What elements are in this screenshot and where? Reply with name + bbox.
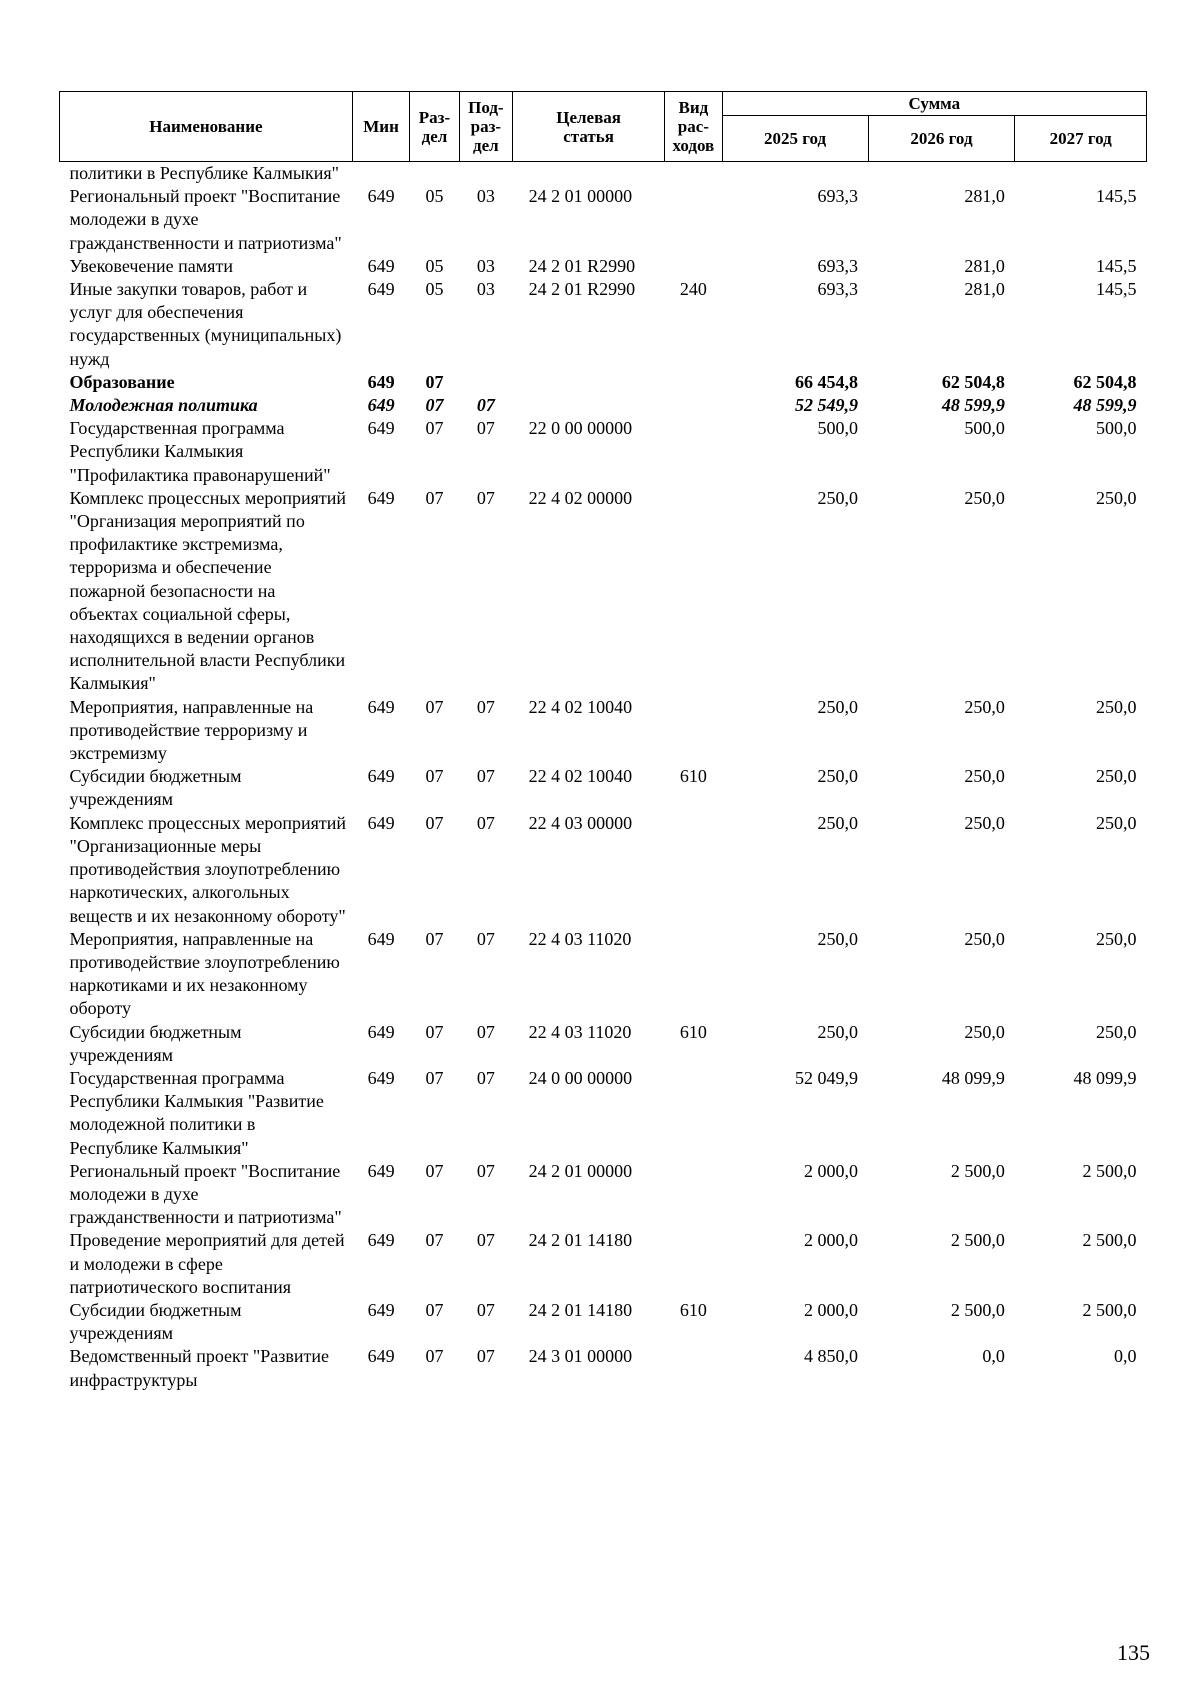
row-expense-type: [665, 371, 723, 394]
row-min: 649: [367, 1346, 395, 1367]
row-sum-2025: 4 850,0: [804, 1346, 859, 1367]
row-expense-type: [665, 255, 723, 278]
row-min: 649: [367, 371, 395, 392]
row-min: 649: [367, 766, 395, 787]
row-razdel: 05: [425, 279, 444, 300]
row-name: Субсидии бюджетным учреждениям: [69, 1021, 242, 1065]
table-row: [60, 928, 1147, 1021]
row-target-article: 22 4 03 11020: [528, 1021, 632, 1042]
row-podrazdel: 07: [476, 766, 495, 787]
header-razdel: Раз- дел: [410, 92, 459, 162]
header-year-2027: 2027 год: [1015, 116, 1147, 162]
row-expense-type: [665, 394, 723, 417]
page-number: 135: [1117, 1640, 1150, 1665]
row-target-article: 24 2 01 00000: [528, 186, 633, 207]
row-target-article: 22 4 03 00000: [528, 812, 633, 833]
row-min: 649: [367, 1021, 395, 1042]
row-sum-2025: 250,0: [817, 487, 859, 508]
row-sum-2026: 250,0: [964, 812, 1005, 833]
row-sum-2027: [1015, 162, 1147, 186]
row-razdel: [410, 162, 459, 186]
table-row: [60, 696, 1147, 766]
row-podrazdel: 03: [476, 255, 495, 276]
row-sum-2027: 0,0: [1114, 1346, 1137, 1367]
row-podrazdel: 07: [476, 418, 495, 439]
table-row: [60, 1345, 1147, 1391]
row-expense-type: [665, 185, 723, 255]
header-min: Мин: [352, 92, 410, 162]
row-podrazdel: 07: [476, 1230, 495, 1251]
row-sum-2027: 250,0: [1096, 766, 1137, 787]
header-sum: Сумма: [722, 92, 1146, 116]
table-row: [60, 1160, 1147, 1230]
row-razdel: 07: [425, 812, 444, 833]
budget-table: [59, 91, 1147, 1392]
row-name: Мероприятия, направленные на противодействие терроризму и экстремизму: [69, 696, 314, 764]
row-expense-type: [665, 1345, 723, 1391]
row-sum-2027: 62 504,8: [1073, 371, 1137, 392]
row-sum-2026: 250,0: [964, 928, 1005, 949]
row-sum-2025: 250,0: [817, 696, 859, 717]
row-expense-type: [665, 696, 723, 766]
row-min: 649: [367, 696, 395, 717]
row-min: 649: [367, 418, 395, 439]
table-body: [60, 162, 1147, 1392]
row-target-article: [513, 394, 665, 417]
table-header: [60, 92, 1147, 162]
header-name: Наименование: [60, 92, 353, 162]
row-sum-2026: 250,0: [964, 487, 1005, 508]
row-razdel: 07: [425, 395, 444, 416]
row-expense-type: 240: [679, 279, 707, 300]
row-min: 649: [367, 279, 395, 300]
row-sum-2025: 2 000,0: [804, 1299, 859, 1320]
row-name: Государственная программа Республики Калмыкия "Профилактика правонарушений": [69, 418, 331, 485]
row-expense-type: [665, 1229, 723, 1299]
row-podrazdel: 07: [476, 1160, 495, 1181]
document-page: [59, 91, 1147, 1392]
row-podrazdel: 07: [476, 812, 495, 833]
row-target-article: 22 4 02 00000: [528, 487, 633, 508]
row-razdel: 05: [425, 186, 444, 207]
row-min: 649: [367, 1230, 395, 1251]
row-razdel: 07: [425, 418, 444, 439]
row-sum-2025: 2 000,0: [804, 1160, 859, 1181]
row-razdel: 07: [425, 487, 444, 508]
row-sum-2027: 145,5: [1096, 186, 1137, 207]
row-target-article: 24 2 01 R2990: [528, 255, 636, 276]
row-razdel: 07: [425, 1067, 444, 1088]
row-podrazdel: 07: [476, 395, 495, 416]
row-name: Образование: [69, 371, 175, 392]
row-sum-2026: 0,0: [982, 1346, 1005, 1367]
row-sum-2026: 250,0: [964, 766, 1005, 787]
table-row: [60, 1299, 1147, 1345]
table-row: [60, 812, 1147, 928]
row-target-article: 24 0 00 00000: [528, 1067, 633, 1088]
row-target-article: [513, 162, 665, 186]
row-sum-2027: 2 500,0: [1082, 1160, 1137, 1181]
row-razdel: 07: [425, 1160, 444, 1181]
row-razdel: 07: [425, 1346, 444, 1367]
row-podrazdel: 03: [476, 279, 495, 300]
row-target-article: 24 2 01 R2990: [528, 279, 636, 300]
table-row: [60, 371, 1147, 394]
header-year-2025: 2025 год: [722, 116, 868, 162]
row-target-article: [513, 371, 665, 394]
row-sum-2027: 250,0: [1096, 928, 1137, 949]
row-min: 649: [367, 186, 395, 207]
row-razdel: 07: [425, 371, 444, 392]
row-razdel: 07: [425, 766, 444, 787]
row-sum-2026: 62 504,8: [941, 371, 1005, 392]
row-name: Мероприятия, направленные на противодействие злоупотреблению наркотиками и их незаконному обороту: [69, 928, 340, 1019]
row-sum-2025: 66 454,8: [795, 371, 859, 392]
row-sum-2027: 2 500,0: [1082, 1230, 1137, 1251]
row-sum-2025: 250,0: [817, 928, 859, 949]
row-expense-type: 610: [679, 766, 707, 787]
row-sum-2027: 48 599,9: [1073, 395, 1137, 416]
row-podrazdel: [459, 162, 512, 186]
row-podrazdel: 07: [476, 487, 495, 508]
row-podrazdel: 07: [476, 1021, 495, 1042]
row-sum-2027: 250,0: [1096, 812, 1137, 833]
row-podrazdel: 07: [476, 928, 495, 949]
row-min: 649: [367, 928, 395, 949]
row-name: Молодежная политика: [69, 395, 258, 416]
row-expense-type: [665, 417, 723, 487]
row-sum-2025: 250,0: [817, 766, 859, 787]
row-target-article: 22 4 02 10040: [528, 696, 633, 717]
row-min: 649: [367, 255, 395, 276]
row-expense-type: 610: [679, 1299, 707, 1320]
row-sum-2027: 250,0: [1096, 1021, 1137, 1042]
row-sum-2026: 2 500,0: [950, 1160, 1005, 1181]
row-podrazdel: 07: [476, 696, 495, 717]
row-sum-2027: 250,0: [1096, 696, 1137, 717]
table-row: [60, 1021, 1147, 1067]
row-min: 649: [367, 1067, 395, 1088]
header-target-article: Целевая статья: [513, 92, 665, 162]
row-expense-type: [665, 1160, 723, 1230]
table-row: [60, 185, 1147, 255]
row-podrazdel: 07: [476, 1067, 495, 1088]
row-name: Региональный проект "Воспитание молодежи в духе гражданственности и патриотизма": [69, 186, 342, 253]
table-row: [60, 487, 1147, 696]
row-name: политики в Республике Калмыкия": [69, 163, 339, 183]
row-razdel: 07: [425, 1021, 444, 1042]
row-target-article: 24 2 01 14180: [528, 1230, 633, 1251]
row-name: Увековечение памяти: [69, 255, 233, 276]
row-sum-2025: [722, 162, 868, 186]
row-sum-2026: 500,0: [964, 418, 1005, 439]
header-expense-type: Вид рас- ходов: [665, 92, 723, 162]
row-name: Субсидии бюджетным учреждениям: [69, 1299, 242, 1344]
row-podrazdel: 03: [476, 186, 495, 207]
row-name: Иные закупки товаров, работ и услуг для обеспечения государственных (муниципальных) нужд: [69, 279, 342, 369]
header-podrazdel: Под- раз- дел: [459, 92, 512, 162]
row-sum-2025: 250,0: [817, 812, 859, 833]
row-sum-2026: 250,0: [964, 1021, 1005, 1042]
table-row: [60, 162, 1147, 186]
row-target-article: 22 4 03 11020: [528, 928, 632, 949]
row-expense-type: [665, 1067, 723, 1160]
row-expense-type: [665, 812, 723, 928]
table-row: [60, 394, 1147, 417]
table-row: [60, 1229, 1147, 1299]
row-sum-2027: 500,0: [1096, 418, 1137, 439]
table-row: [60, 417, 1147, 487]
row-sum-2026: 281,0: [964, 279, 1005, 300]
row-razdel: 07: [425, 1299, 444, 1320]
row-sum-2025: 693,3: [817, 279, 859, 300]
row-expense-type: [665, 162, 723, 186]
row-name: Субсидии бюджетным учреждениям: [69, 766, 242, 810]
row-razdel: 07: [425, 928, 444, 949]
table-row: [60, 765, 1147, 811]
row-min: 649: [367, 395, 395, 416]
row-sum-2026: 48 099,9: [941, 1067, 1005, 1088]
row-sum-2025: 2 000,0: [804, 1230, 859, 1251]
row-podrazdel: 07: [476, 1346, 495, 1367]
row-expense-type: 610: [679, 1021, 707, 1042]
row-min: 649: [367, 487, 395, 508]
row-name: Комплекс процессных мероприятий "Организация мероприятий по профилактике экстремизма, терроризма и обеспечение пожарной безопасности на объектах социальной сферы, находящихся в ведении органов исполнительной власти Республики Калмыкия": [69, 487, 347, 694]
row-target-article: 24 2 01 00000: [528, 1160, 633, 1181]
row-expense-type: [665, 928, 723, 1021]
row-min: [352, 162, 410, 186]
row-sum-2025: 52 049,9: [795, 1067, 859, 1088]
row-name: Региональный проект "Воспитание молодежи в духе гражданственности и патриотизма": [69, 1160, 342, 1228]
row-sum-2025: 500,0: [817, 418, 859, 439]
row-sum-2027: 145,5: [1096, 255, 1137, 276]
row-podrazdel: 07: [476, 1299, 495, 1320]
row-target-article: 24 3 01 00000: [528, 1346, 633, 1367]
row-sum-2026: 281,0: [964, 186, 1005, 207]
row-target-article: 22 4 02 10040: [528, 766, 633, 787]
row-sum-2026: 2 500,0: [950, 1230, 1005, 1251]
row-sum-2025: 52 549,9: [795, 395, 859, 416]
row-min: 649: [367, 812, 395, 833]
row-razdel: 07: [425, 696, 444, 717]
row-sum-2026: 281,0: [964, 255, 1005, 276]
row-sum-2026: 48 599,9: [941, 395, 1005, 416]
row-name: Комплекс процессных мероприятий "Организационные меры противодействия злоупотреблению наркотических, алкогольных веществ и их незаконному обороту": [69, 812, 347, 926]
table-row: [60, 278, 1147, 371]
header-year-2026: 2026 год: [868, 116, 1015, 162]
row-sum-2027: 2 500,0: [1082, 1299, 1137, 1320]
row-name: Государственная программа Республики Калмыкия "Развитие молодежной политики в Республике Калмыкия": [69, 1067, 324, 1158]
row-name: Ведомственный проект "Развитие инфраструктуры: [69, 1346, 329, 1390]
row-podrazdel: [459, 371, 512, 394]
table-row: [60, 1067, 1147, 1160]
row-min: 649: [367, 1160, 395, 1181]
row-sum-2027: 145,5: [1096, 279, 1137, 300]
row-razdel: 05: [425, 255, 444, 276]
row-target-article: 22 0 00 00000: [528, 418, 633, 439]
row-target-article: 24 2 01 14180: [528, 1299, 633, 1320]
row-sum-2026: 250,0: [964, 696, 1005, 717]
row-name: Проведение мероприятий для детей и молодежи в сфере патриотического воспитания: [69, 1230, 345, 1297]
row-sum-2027: 48 099,9: [1073, 1067, 1137, 1088]
row-sum-2025: 693,3: [817, 255, 859, 276]
row-sum-2025: 250,0: [817, 1021, 859, 1042]
row-sum-2025: 693,3: [817, 186, 859, 207]
row-min: 649: [367, 1299, 395, 1320]
row-sum-2026: [868, 162, 1015, 186]
row-expense-type: [665, 487, 723, 696]
row-sum-2027: 250,0: [1096, 487, 1137, 508]
row-sum-2026: 2 500,0: [950, 1299, 1005, 1320]
table-row: [60, 255, 1147, 278]
row-razdel: 07: [425, 1230, 444, 1251]
